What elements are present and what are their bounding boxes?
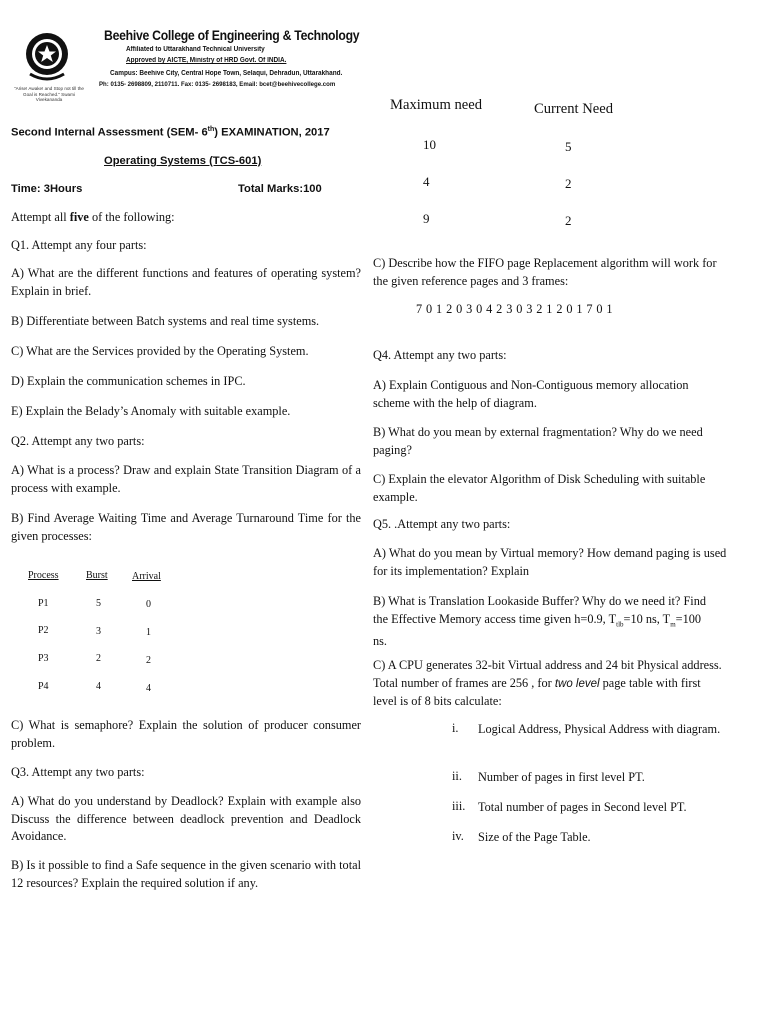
table-cell: P4 xyxy=(38,681,49,692)
q2-part-c: C) What is semaphore? Explain the solution of producer consumer problem. xyxy=(11,718,361,750)
table-cell: 4 xyxy=(423,174,430,189)
table-header: Maximum need xyxy=(390,97,483,113)
q3-part-c: C) Describe how the FIFO page Replacement algorithm will work for the given reference pages and 3 frames: xyxy=(373,256,717,288)
q1-part-c: C) What are the Services provided by the Operating System. xyxy=(11,344,309,358)
exam-title: Second Internal Assessment (SEM- 6th) EXAMINATION, 2017 xyxy=(11,126,330,139)
q1-part-d: D) Explain the communication schemes in IPC. xyxy=(11,374,246,388)
table-cell: 4 xyxy=(146,683,151,694)
exam-time: Time: 3Hours xyxy=(11,183,83,195)
list-item: Logical Address, Physical Address with diagram. xyxy=(478,722,721,736)
college-name: Beehive College of Engineering & Technology xyxy=(104,28,360,43)
logo-caption: "Arise! Awake! and Stop not till the Goal is Reached." Swami Vivekananda xyxy=(14,86,84,103)
q4-part-b: B) What do you mean by external fragmentation? Why do we need paging? xyxy=(373,425,703,457)
table-cell: 2 xyxy=(146,655,151,666)
table-cell: 2 xyxy=(96,653,101,664)
q2-part-a: A) What is a process? Draw and explain State Transition Diagram of a process with example. xyxy=(11,463,361,495)
q5-part-b: B) What is Translation Lookaside Buffer? Why do we need it? Find the Effective Memory access time given h=0.9, $T_{tlb}=10$ ns, $T_m=100$ ns. xyxy=(373,594,706,649)
table-cell: 1 xyxy=(146,627,151,638)
table-cell: 0 xyxy=(146,599,151,610)
table-cell: 2 xyxy=(565,176,572,191)
table-header: Arrival xyxy=(132,571,161,582)
course-title: Operating Systems (TCS-601) xyxy=(104,155,262,167)
q1-part-e: E) Explain the Belady’s Anomaly with suitable example. xyxy=(11,404,291,418)
q1-part-b: B) Differentiate between Batch systems and real time systems. xyxy=(11,314,320,328)
table-cell: 5 xyxy=(565,139,572,154)
table-cell: 9 xyxy=(423,211,430,226)
q3-part-b: B) Is it possible to find a Safe sequence in the given scenario with total 12 resources? Explain the required solution if any. xyxy=(11,858,361,890)
table-cell: 4 xyxy=(96,681,101,692)
table-cell: 2 xyxy=(565,213,572,228)
q3-part-a: A) What do you understand by Deadlock? Explain with example also Discuss the difference between deadlock prevention and Deadlock Avoidance. xyxy=(11,794,361,843)
table-header: Process xyxy=(28,570,59,581)
list-item: Size of the Page Table. xyxy=(478,830,591,844)
list-item-label: i. xyxy=(452,721,459,735)
table-header: Current Need xyxy=(534,101,614,117)
q4-part-a: A) Explain Contiguous and Non-Contiguous memory allocation scheme with the help of diagram. xyxy=(373,378,689,410)
table-header: Burst xyxy=(86,570,108,581)
list-item-label: ii. xyxy=(452,769,462,783)
list-item-label: iii. xyxy=(452,799,466,813)
q2-part-b: B) Find Average Waiting Time and Average Turnaround Time for the given processes: xyxy=(11,511,361,543)
college-logo xyxy=(24,26,70,86)
q5-heading: Q5. .Attempt any two parts: xyxy=(373,517,511,531)
total-marks: Total Marks:100 xyxy=(238,183,322,195)
table-cell: P2 xyxy=(38,625,49,636)
q1-heading: Q1. Attempt any four parts: xyxy=(11,238,147,252)
list-item: Number of pages in first level PT. xyxy=(478,770,645,784)
q1-part-a: A) What are the different functions and features of operating system? Explain in brief. xyxy=(11,266,361,298)
instructions: Attempt all five of the following: xyxy=(11,210,175,224)
q2-heading: Q2. Attempt any two parts: xyxy=(11,434,145,448)
table-cell: P3 xyxy=(38,653,49,664)
affiliation: Affiliated to Uttarakhand Technical University xyxy=(126,46,265,53)
list-item: Total number of pages in Second level PT. xyxy=(478,800,687,814)
reference-string: 7 0 1 2 0 3 0 4 2 3 0 3 2 1 2 0 1 7 0 1 xyxy=(416,302,613,316)
table-cell: P1 xyxy=(38,598,49,609)
approval: Approved by AICTE, Ministry of HRD Govt. Of INDIA. xyxy=(126,57,287,64)
q3-heading: Q3. Attempt any two parts: xyxy=(11,765,145,779)
table-cell: 5 xyxy=(96,598,101,609)
q5-part-c: C) A CPU generates 32-bit Virtual address and 24 bit Physical address. Total number of frames are 256 , for two level page table with first level is of 8 bits calculate: xyxy=(373,658,722,708)
campus-address: Campus: Beehive City, Central Hope Town, Selaqui, Dehradun, Uttarakhand. xyxy=(110,70,343,77)
q4-heading: Q4. Attempt any two parts: xyxy=(373,348,507,362)
table-cell: 3 xyxy=(96,626,101,637)
table-cell: 10 xyxy=(423,137,436,152)
q5-part-a: A) What do you mean by Virtual memory? How demand paging is used for its implementation? Explain xyxy=(373,546,727,578)
list-item-label: iv. xyxy=(452,829,464,843)
contact-info: Ph: 0135- 2698809, 2110711. Fax: 0135- 2698183, Email: bcet@beehivecollege.com xyxy=(99,81,336,88)
q4-part-c: C) Explain the elevator Algorithm of Disk Scheduling with suitable example. xyxy=(373,472,706,504)
